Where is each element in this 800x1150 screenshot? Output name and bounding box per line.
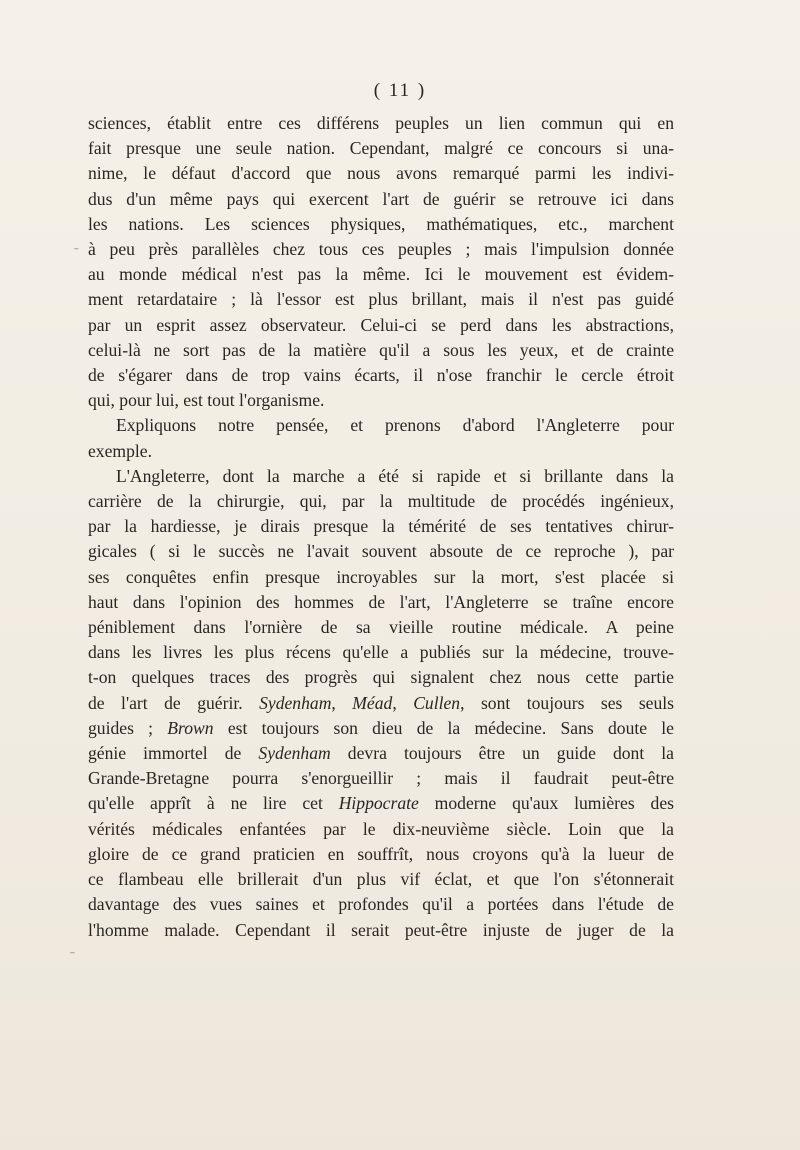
text-line: qui, pour lui, est tout l'organisme. — [88, 390, 325, 411]
page-number: ( 11 ) — [373, 80, 427, 101]
text-line: de s'égarer dans de trop vains écarts, il n'ose franchir le cercle étroit — [88, 365, 674, 386]
text-line: qu'elle apprît à ne lire cet Hippocrate moderne qu'aux lumières des — [88, 793, 674, 814]
text-line: par la hardiesse, je dirais presque la témérité de ses tentatives chirur- — [88, 516, 674, 537]
text-line: carrière de la chirurgie, qui, par la multitude de procédés ingénieux, — [88, 491, 674, 512]
text-line: au monde médical n'est pas la même. Ici le mouvement est évidem- — [88, 264, 674, 285]
text-line: L'Angleterre, dont la marche a été si rapide et si brillante dans la — [116, 465, 674, 486]
text-line: ment retardataire ; là l'essor est plus brillant, mais il n'est pas guidé — [88, 289, 674, 310]
text-line: nime, le défaut d'accord que nous avons remarqué parmi les indivi- — [88, 163, 674, 184]
text-line: exemple. — [88, 440, 152, 461]
text-line: vérités médicales enfantées par le dix-neuvième siècle. Loin que la — [88, 818, 674, 839]
text-line: Grande-Bretagne pourra s'enorgueillir ; mais il faudrait peut-être — [88, 768, 674, 789]
text-line: t-on quelques traces des progrès qui signalent chez nous cette partie — [88, 667, 674, 688]
text-line: de l'art de guérir. Sydenham, Méad, Cullen, sont toujours ses seuls — [88, 692, 675, 713]
body-text — [88, 111, 674, 943]
text-line: davantage des vues saines et profondes qu'il a portées dans l'étude de — [88, 894, 674, 915]
text-line: à peu près parallèles chez tous ces peuples ; mais l'impulsion donnée — [88, 239, 674, 260]
text-line: Expliquons notre pensée, et prenons d'abord l'Angleterre pour — [116, 415, 674, 436]
text-line: les nations. Les sciences physiques, mathématiques, etc., marchent — [88, 213, 674, 234]
text-line: gicales ( si le succès ne l'avait souvent absoute de ce reproche ), par — [88, 541, 674, 562]
text-line: fait presque une seule nation. Cependant, malgré ce concours si una- — [88, 138, 674, 159]
text-line: l'homme malade. Cependant il serait peut-être injuste de juger de la — [88, 919, 674, 940]
text-line: par un esprit assez observateur. Celui-ci se perd dans les abstractions, — [88, 314, 674, 335]
text-line: dus d'un même pays qui exercent l'art de guérir se retrouve ici dans — [88, 188, 674, 209]
text-line: péniblement dans l'ornière de sa vieille routine médicale. A peine — [88, 617, 674, 638]
text-line: dans les livres les plus récens qu'elle a publiés sur la médecine, trouve- — [88, 642, 674, 663]
text-line: celui-là ne sort pas de la matière qu'il a sous les yeux, et de crainte — [88, 339, 674, 360]
text-line: ses conquêtes enfin presque incroyables sur la mort, s'est placée si — [88, 566, 674, 587]
text-line: guides ; Brown est toujours son dieu de la médecine. Sans doute le — [88, 717, 674, 738]
text-line: haut dans l'opinion des hommes de l'art, l'Angleterre se traîne encore — [88, 591, 674, 612]
text-line: gloire de ce grand praticien en souffrît, nous croyons qu'à la lueur de — [88, 843, 674, 864]
margin-mark: ˉ — [70, 950, 75, 965]
text-line: sciences, établit entre ces différens peuples un lien commun qui en — [88, 113, 674, 133]
text-line: ce flambeau elle brillerait d'un plus vif éclat, et que l'on s'étonnerait — [88, 869, 674, 890]
text-line: génie immortel de Sydenham devra toujours être un guide dont la — [88, 743, 674, 764]
margin-mark: ˉ — [74, 246, 79, 261]
